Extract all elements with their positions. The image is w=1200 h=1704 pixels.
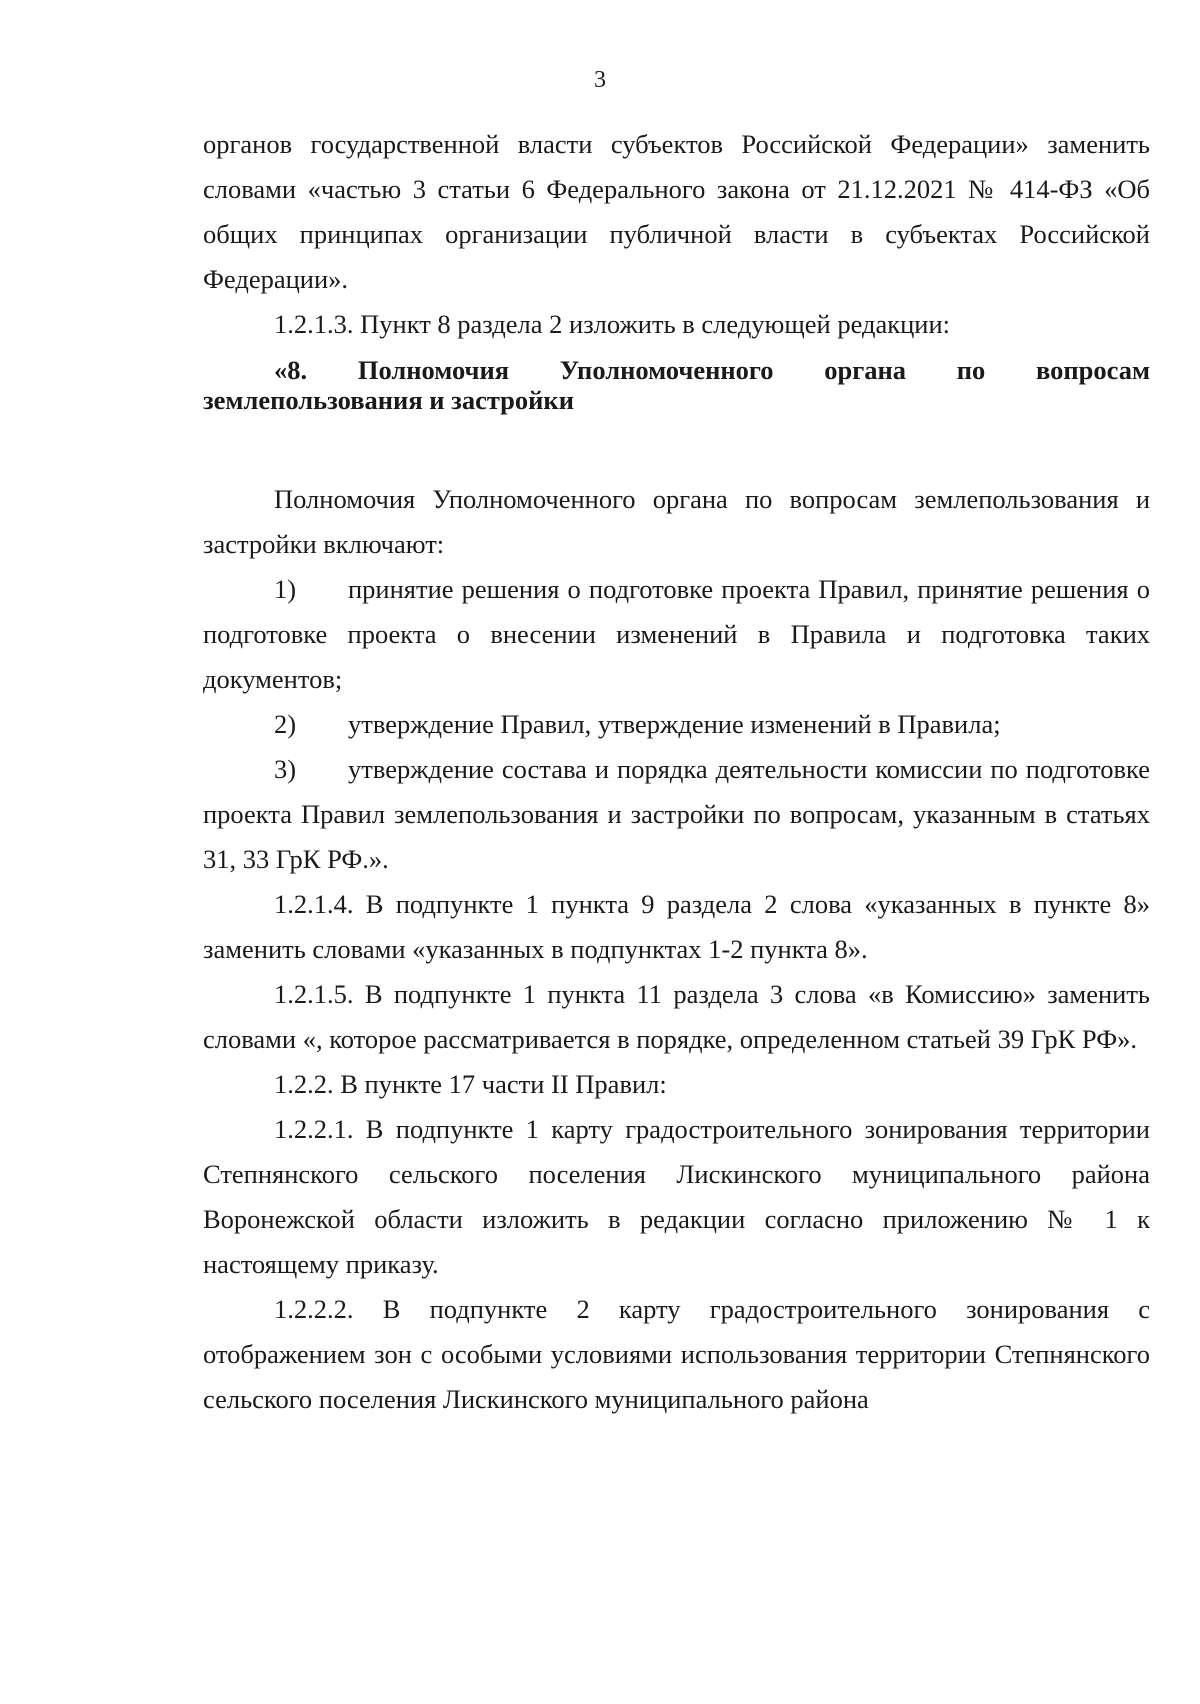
- list-item-number: 3): [274, 754, 297, 784]
- list-item-number: 2): [274, 709, 297, 739]
- list-item-number: 1): [274, 574, 297, 604]
- paragraph-continuation: органов государственной власти субъектов Российской Федерации» заменить словами «частью 3 статьи 6 Федерального закона от 21.12.2021 № 414-ФЗ «Об общих принципах организации публичной власти в субъектах Российской Федерации».: [203, 129, 1150, 294]
- page-number: 3: [594, 67, 606, 93]
- list-item-1: [203, 567, 1150, 702]
- list-item-text: утверждение Правил, утверждение изменений в Правила;: [348, 709, 1001, 739]
- paragraph-1-2-1-3: 1.2.1.3. Пункт 8 раздела 2 изложить в следующей редакции:: [274, 309, 951, 339]
- list-item-2: [203, 702, 1150, 747]
- paragraph-1-2-2-2: 1.2.2.2. В подпункте 2 карту градостроительного зонирования с отображением зон с особыми условиями использования территории Степнянского сельского поселения Лискинского муниципального района: [203, 1294, 1150, 1414]
- list-item-text: утверждение состава и порядка деятельности комиссии по подготовке проекта Правил землепользования и застройки по вопросам, указанным в статьях 31, 33 ГрК РФ.».: [203, 754, 1150, 874]
- paragraph-1-2-1-4: 1.2.1.4. В подпункте 1 пункта 9 раздела 2 слова «указанных в пункте 8» заменить словами «указанных в подпунктах 1-2 пункта 8».: [203, 889, 1150, 964]
- section-heading: «8. Полномочия Уполномоченного органа по вопросам землепользования и застройки: [203, 355, 1150, 415]
- list-item-3: [203, 747, 1150, 882]
- paragraph-1-2-1-5: 1.2.1.5. В подпункте 1 пункта 11 раздела 3 слова «в Комиссию» заменить словами «, которое рассматривается в порядке, определенном статьей 39 ГрК РФ».: [203, 979, 1150, 1054]
- paragraph-1-2-2-1: 1.2.2.1. В подпункте 1 карту градостроительного зонирования территории Степнянского сельского поселения Лискинского муниципального района Воронежской области изложить в редакции согласно приложению № 1 к настоящему приказу.: [203, 1114, 1150, 1279]
- paragraph-powers-intro: Полномочия Уполномоченного органа по вопросам землепользования и застройки включают:: [203, 484, 1150, 559]
- paragraph-1-2-2: 1.2.2. В пункте 17 части II Правил:: [274, 1069, 667, 1099]
- document-body: [203, 122, 1150, 1422]
- list-item-text: принятие решения о подготовке проекта Правил, принятие решения о подготовке проекта о внесении изменений в Правила и подготовка таких документов;: [203, 574, 1150, 694]
